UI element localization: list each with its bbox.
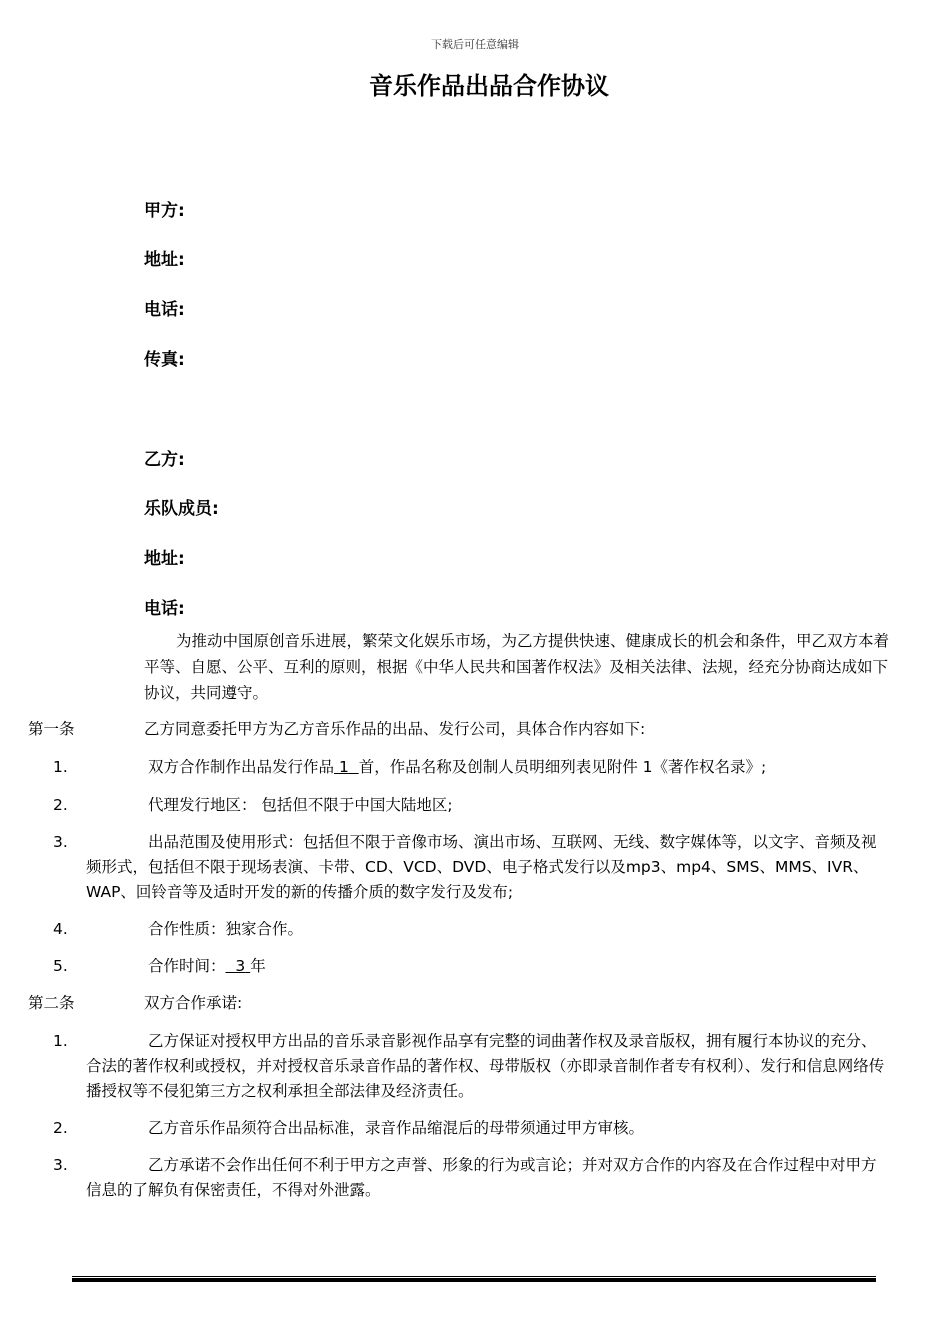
party-b-address-label: 地址: <box>144 549 185 569</box>
article-1-label: 第一条 <box>28 720 75 738</box>
document-title: 音乐作品出品合作协议 <box>369 72 609 100</box>
item-text-post: 年 <box>250 957 266 975</box>
item-text-pre: 合作时间： <box>148 957 226 975</box>
article-1-item-3-text: 出品范围及使用形式：包括但不限于音像市场、演出市场、互联网、无线、数字媒体等，以文字、音频及视频形式，包括但不限于现场表演、卡带、CD、VCD、DVD、电子格式发行以及mp3、mp4、SMS、MMS、IVR、WAP、回铃音等及适时开发的新的传播介质的数字发行及发布; <box>86 833 877 901</box>
article-1-item-2-text: 代理发行地区： 包括但不限于中国大陆地区; <box>148 796 453 814</box>
party-a-phone-label: 电话: <box>144 300 185 320</box>
article-2-text: 双方合作承诺: <box>144 994 243 1012</box>
preamble-paragraph: 为推动中国原创音乐进展，繁荣文化娱乐市场，为乙方提供快速、健康成长的机会和条件，甲乙双方本着平等、自愿、公平、互利的原则，根据《中华人民共和国著作权法》及相关法律、法规，经充分协商达成如下协议，共同遵守。 <box>144 632 890 702</box>
article-2-item-1-number: 1. <box>53 1032 68 1050</box>
term-years-value: 3 <box>235 957 246 975</box>
article-1-item-1-number: 1. <box>53 758 68 776</box>
article-1-item-3-number: 3. <box>53 833 68 851</box>
footer-divider <box>72 1276 876 1282</box>
header-note: 下载后可任意编辑 <box>431 38 519 51</box>
article-2-item-3-number: 3. <box>53 1156 68 1174</box>
article-2-item-1-text: 乙方保证对授权甲方出品的音乐录音影视作品享有完整的词曲著作权及录音版权，拥有履行本协议的充分、合法的著作权利或授权，并对授权音乐录音作品的著作权、母带版权（亦即录音制作者专有权利）、发行和信息网络传播授权等不侵犯第三方之权利承担全部法律及经济责任。 <box>86 1032 885 1100</box>
party-b-label: 乙方: <box>144 450 185 470</box>
item-text-post: 首，作品名称及创制人员明细列表见附件 1《著作权名录》; <box>358 758 767 776</box>
article-2-item-2-number: 2. <box>53 1119 68 1137</box>
article-1-text: 乙方同意委托甲方为乙方音乐作品的出品、发行公司，具体合作内容如下: <box>144 720 646 738</box>
party-b-phone-label: 电话: <box>144 599 185 619</box>
article-1-item-4-number: 4. <box>53 920 68 938</box>
article-2-item-3-text: 乙方承诺不会作出任何不利于甲方之声誉、形象的行为或言论；并对双方合作的内容及在合作过程中对甲方信息的了解负有保密责任，不得对外泄露。 <box>86 1156 877 1199</box>
party-b-members-label: 乐队成员: <box>144 499 219 519</box>
party-a-fax-label: 传真: <box>144 350 185 370</box>
article-1-item-1-text <box>86 755 890 780</box>
article-1-item-5-number: 5. <box>53 957 68 975</box>
party-a-address-label: 地址: <box>144 250 185 270</box>
article-2-label: 第二条 <box>28 994 75 1012</box>
item-text-pre: 双方合作制作出品发行作品 <box>148 758 335 776</box>
article-1-item-5-text <box>86 954 890 979</box>
article-2-item-2-text: 乙方音乐作品须符合出品标准，录音作品缩混后的母带须通过甲方审核。 <box>148 1119 645 1137</box>
work-count-value: 1 <box>338 758 349 776</box>
article-1-item-4-text: 合作性质：独家合作。 <box>148 920 304 938</box>
article-1-item-2-number: 2. <box>53 796 68 814</box>
party-a-label: 甲方: <box>144 201 185 221</box>
